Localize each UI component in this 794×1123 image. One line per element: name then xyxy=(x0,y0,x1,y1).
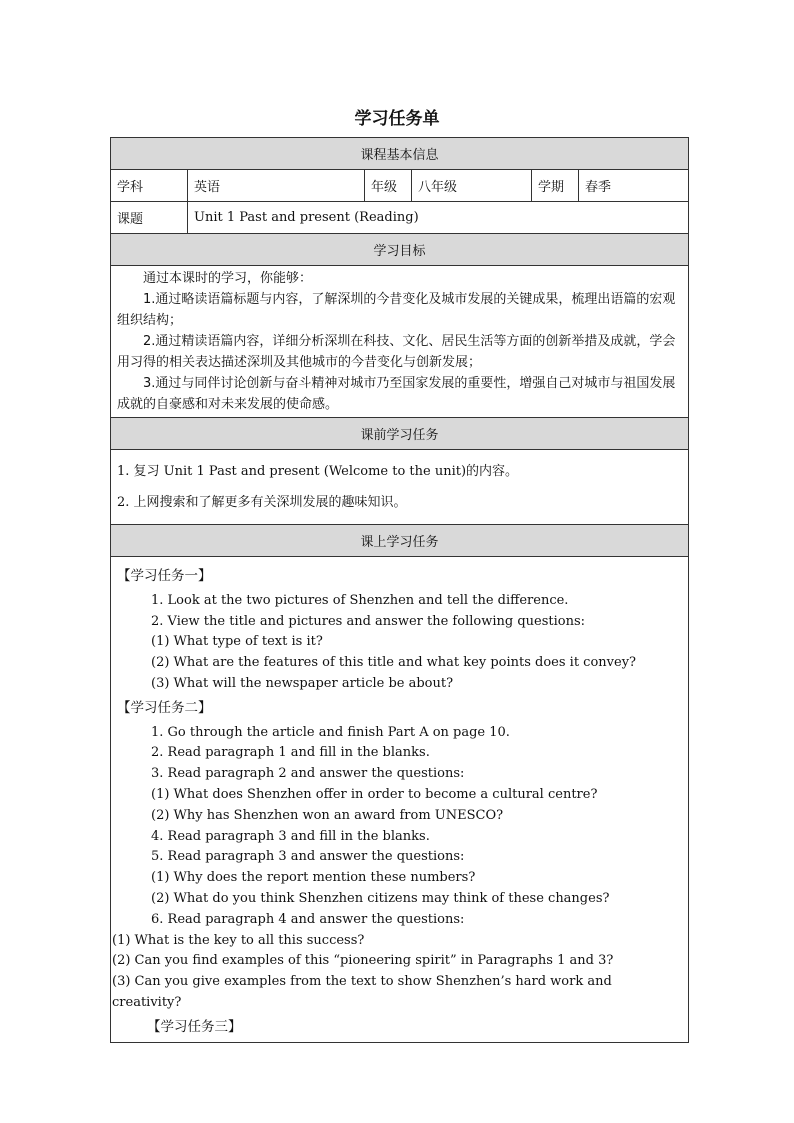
goal-item: 1.通过略读语篇标题与内容，了解深圳的今昔变化及城市发展的关键成果，梳理出语篇的宏观组织结构； xyxy=(117,292,676,328)
pre-task-item: 2. 上网搜索和了解更多有关深圳发展的趣味知识。 xyxy=(117,495,407,510)
task2-item: (1) What does Shenzhen offer in order to become a cultural centre? xyxy=(151,786,598,802)
task2-item: 3. Read paragraph 2 and answer the questions: xyxy=(151,766,465,782)
task2-item: 6. Read paragraph 4 and answer the questions: xyxy=(151,911,465,927)
section-header-goals: 学习目标 xyxy=(111,234,689,266)
task2-question: (2) Can you find examples of this “pioneering spirit” in Paragraphs 1 and 3? xyxy=(112,953,614,969)
task1-item: 1. Look at the two pictures of Shenzhen and tell the difference. xyxy=(151,592,569,608)
pre-task-item: 1. 复习 Unit 1 Past and present (Welcome to the unit)的内容。 xyxy=(117,464,519,479)
in-class-cell xyxy=(111,557,689,1043)
term-value: 春季 xyxy=(579,170,689,202)
grade-label: 年级 xyxy=(365,170,412,202)
subject-value: 英语 xyxy=(188,170,365,202)
task2-item: 4. Read paragraph 3 and fill in the blanks. xyxy=(151,828,430,844)
task1-item: (3) What will the newspaper article be about? xyxy=(151,675,454,691)
section-header-pre-class: 课前学习任务 xyxy=(111,418,689,450)
task2-item: (2) What do you think Shenzhen citizens may think of these changes? xyxy=(151,890,610,906)
topic-value: Unit 1 Past and present (Reading) xyxy=(188,202,689,234)
subject-label: 学科 xyxy=(111,170,188,202)
goals-cell xyxy=(111,266,689,418)
task2-item: 1. Go through the article and finish Part A on page 10. xyxy=(151,724,510,740)
task1-item: (2) What are the features of this title and what key points does it convey? xyxy=(151,655,637,671)
pre-class-cell xyxy=(111,450,689,525)
section-header-basic-info: 课程基本信息 xyxy=(111,138,689,170)
task1-title: 【学习任务一】 xyxy=(117,568,212,584)
goals-intro: 通过本课时的学习，你能够： xyxy=(143,271,313,286)
section-header-in-class: 课上学习任务 xyxy=(111,525,689,557)
task2-item: (1) Why does the report mention these numbers? xyxy=(151,870,476,886)
goal-item: 3.通过与同伴讨论创新与奋斗精神对城市乃至国家发展的重要性，增强自己对城市与祖国发展成就的自豪感和对未来发展的使命感。 xyxy=(117,376,676,412)
task2-item: (2) Why has Shenzhen won an award from UNESCO? xyxy=(151,807,504,823)
term-label: 学期 xyxy=(532,170,579,202)
task2-title: 【学习任务二】 xyxy=(117,699,212,716)
goal-item: 2.通过精读语篇内容，详细分析深圳在科技、文化、居民生活等方面的创新举措及成就，学会用习得的相关表达描述深圳及其他城市的今昔变化与创新发展； xyxy=(117,334,676,370)
task-sheet-table xyxy=(110,137,689,1043)
task2-question: (3) Can you give examples from the text to show Shenzhen’s hard work and creativity? xyxy=(112,974,612,1010)
task2-question: (1) What is the key to all this success? xyxy=(112,932,365,948)
task2-item: 2. Read paragraph 1 and fill in the blanks. xyxy=(151,745,430,761)
task3-title: 【学习任务三】 xyxy=(147,1018,242,1035)
task2-item: 5. Read paragraph 3 and answer the questions: xyxy=(151,849,465,865)
task1-item: 2. View the title and pictures and answer the following questions: xyxy=(151,613,586,629)
task1-item: (1) What type of text is it? xyxy=(151,634,323,650)
grade-value: 八年级 xyxy=(412,170,532,202)
topic-label: 课题 xyxy=(111,202,188,234)
page-title: 学习任务单 xyxy=(354,109,440,129)
